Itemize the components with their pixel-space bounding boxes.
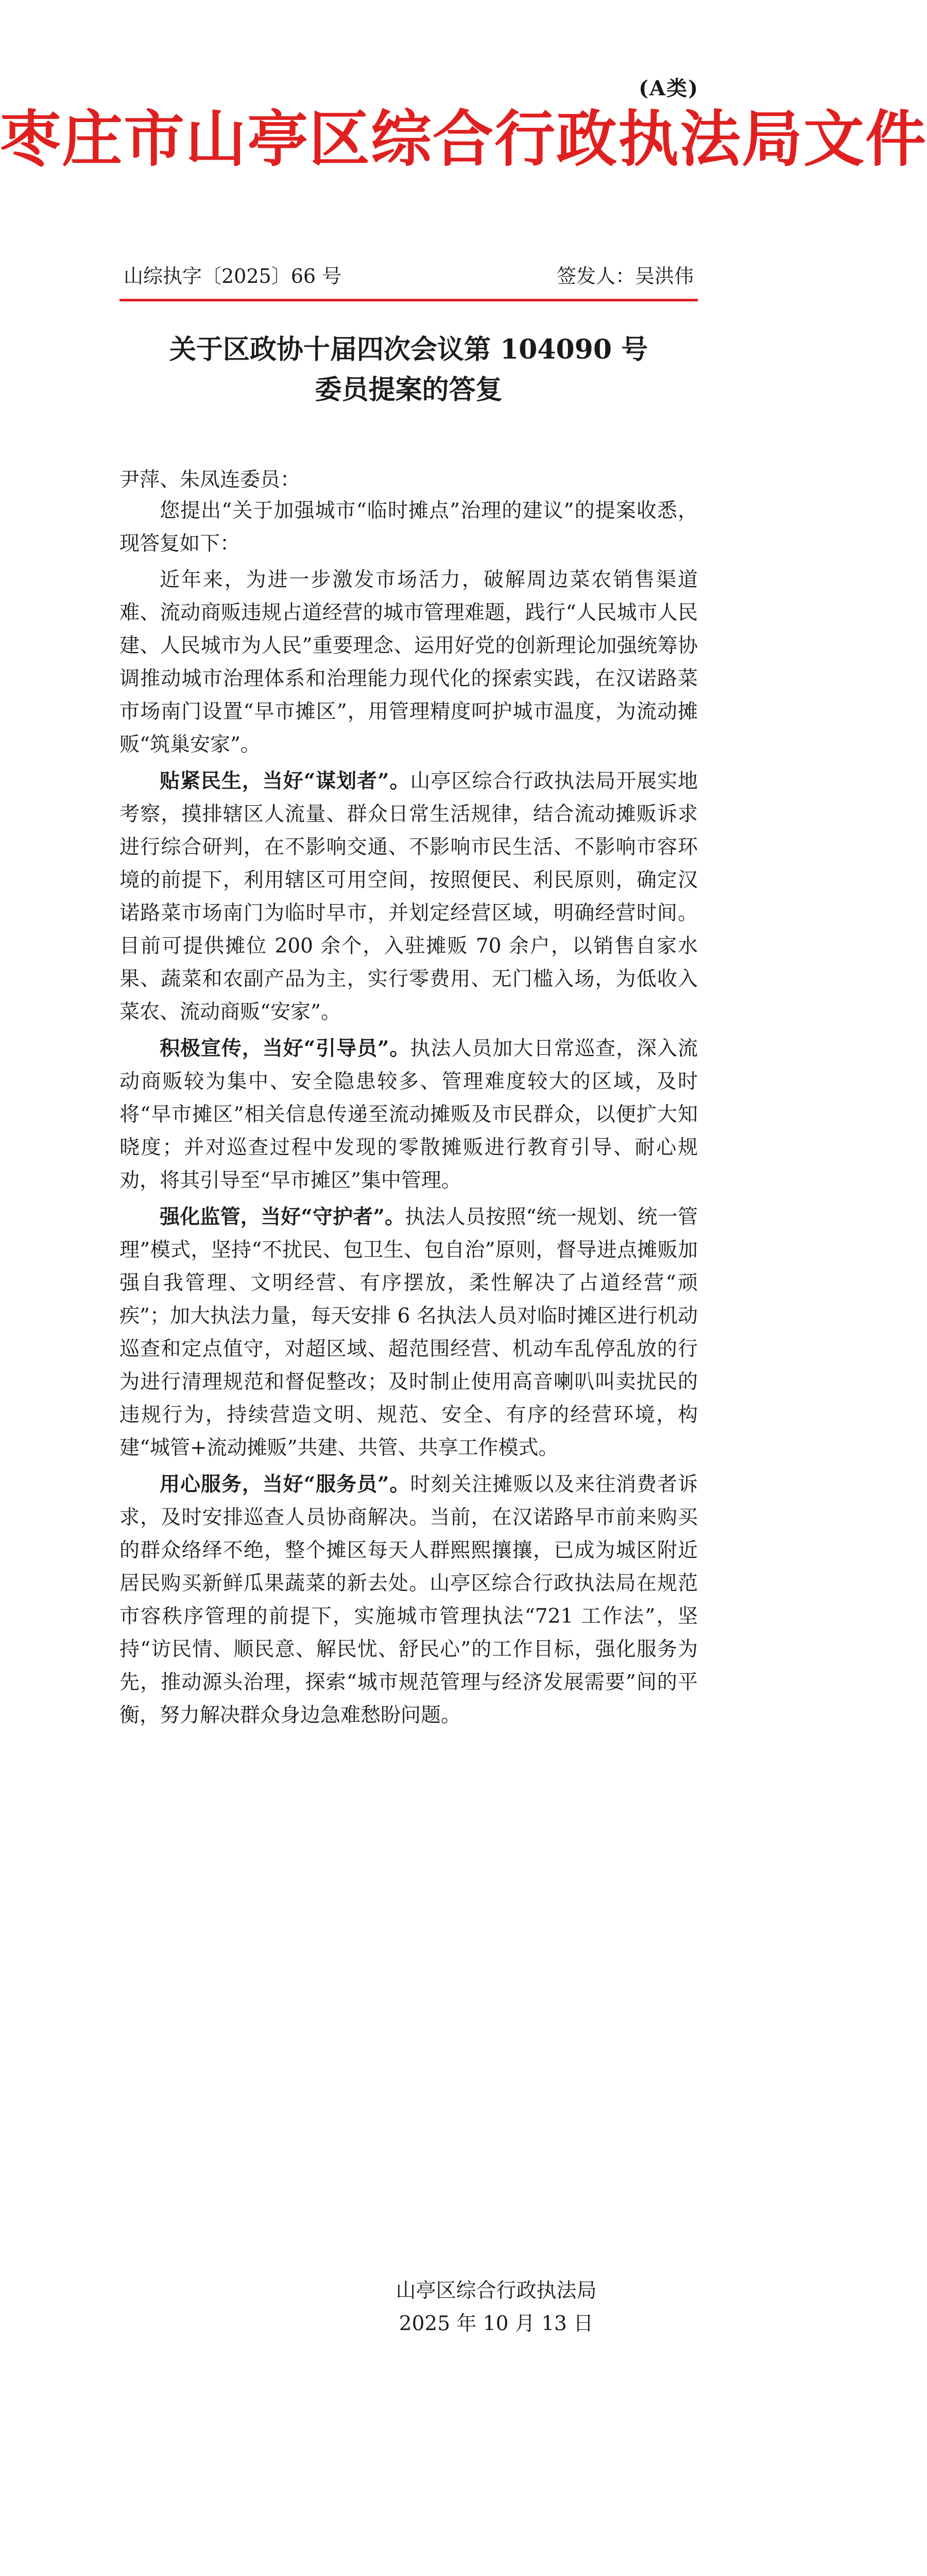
title-line-2: 委员提案的答复 [315,374,503,405]
title-line-1: 关于区政协十届四次会议第 104090 号 [169,334,648,365]
paragraph-planning [119,765,698,1029]
paragraph-intro: 您提出“关于加强城市“临时摊点”治理的建议”的提案收悉，现答复如下： [119,499,698,555]
paragraph-content: 山亭区综合行政执法局开展实地考察，摸排辖区人流量、群众日常生活规律，结合流动摊贩诉求进行综合研判，在不影响交通、不影响市民生活、不影响市容环境的前提下，利用辖区可用空间，按照便民、利民原则，确定汉诺路菜市场南门为临时早市，并划定经营区域，明确经营时间。目前可提供摊位 200 余个，入驻摊贩 70 余户，以销售自家水果、蔬菜和农副产品为主，实行零费用、无门槛入场，为低收入菜农、流动商贩“安家”。 [119,770,698,1024]
paragraph-background: 近年来，为进一步激发市场活力，破解周边菜农销售渠道难、流动商贩违规占道经营的城市管理难题，践行“人民城市人民建、人民城市为人民”重要理念、运用好党的创新理论加强统筹协调推动城市治理体系和治理能力现代化的探索实践，在汉诺路菜市场南门设置“早市摊区”，用管理精度呵护城市温度，为流动摊贩“筑巢安家”。 [119,568,698,756]
document-number: 山综执字〔2025〕66 号 [124,265,342,287]
signer: 签发人：吴洪伟 [556,265,694,287]
issuer-header: 枣庄市山亭区综合行政执法局文件 [0,104,927,175]
addressee: 尹萍、朱凤连委员： [119,468,301,492]
signature-unit: 山亭区综合行政执法局 [396,2279,597,2302]
paragraph-content: 执法人员按照“统一规划、统一管理”模式，坚持“不扰民、包卫生、包自治”原则，督导进点摊贩加强自我管理、文明经营、有序摆放，柔性解决了占道经营“顽疾”；加大执法力量，每天安排 6 名执法人员对临时摊区进行机动巡查和定点值守，对超区域、超范围经营、机动车乱停乱放的行为进行清理规范和督促整改；及时制止使用高音喇叭叫卖扰民的违规行为，持续营造文明、规范、安全、有序的经营环境，构建“城管+流动摊贩”共建、共管、共享工作模式。 [119,1206,698,1460]
paragraph-publicity [119,1032,698,1197]
red-separator-line [119,299,698,301]
paragraph-service [119,1468,698,1732]
paragraph-content: 时刻关注摊贩以及来往消费者诉求，及时安排巡查人员协商解决。当前，在汉诺路早市前来购买的群众络绎不绝，整个摊区每天人群熙熙攘攘，已成为城区附近居民购买新鲜瓜果蔬菜的新去处。山亭区综合行政执法局在规范市容秩序管理的前提下，实施城市管理执法“721 工作法”，坚持“访民情、顺民意、解民忧、舒民心”的工作目标，强化服务为先，推动源头治理，探索“城市规范管理与经济发展需要”间的平衡，努力解决群众身边急难愁盼问题。 [119,1473,698,1727]
body-text [119,495,698,1732]
paragraph-content: 执法人员加大日常巡查，深入流动商贩较为集中、安全隐患较多、管理难度较大的区域，及时将“早市摊区”相关信息传递至流动摊贩及市民群众，以便扩大知晓度；并对巡查过程中发现的零散摊贩进行教育引导、耐心规劝，将其引导至“早市摊区”集中管理。 [119,1037,698,1192]
paragraph-lead: 贴紧民生，当好“谋划者”。 [160,769,410,793]
classification-mark: (A类) [639,76,699,100]
signature-date: 2025 年 10 月 13 日 [399,2312,594,2335]
paragraph-lead: 积极宣传，当好“引导员”。 [160,1037,410,1060]
signature-block [0,2275,817,2341]
paragraph-lead: 强化监管，当好“守护者”。 [160,1205,405,1229]
document-title [0,330,817,410]
paragraph-supervision [119,1200,698,1465]
paragraph-lead: 用心服务，当好“服务员”。 [160,1472,410,1496]
